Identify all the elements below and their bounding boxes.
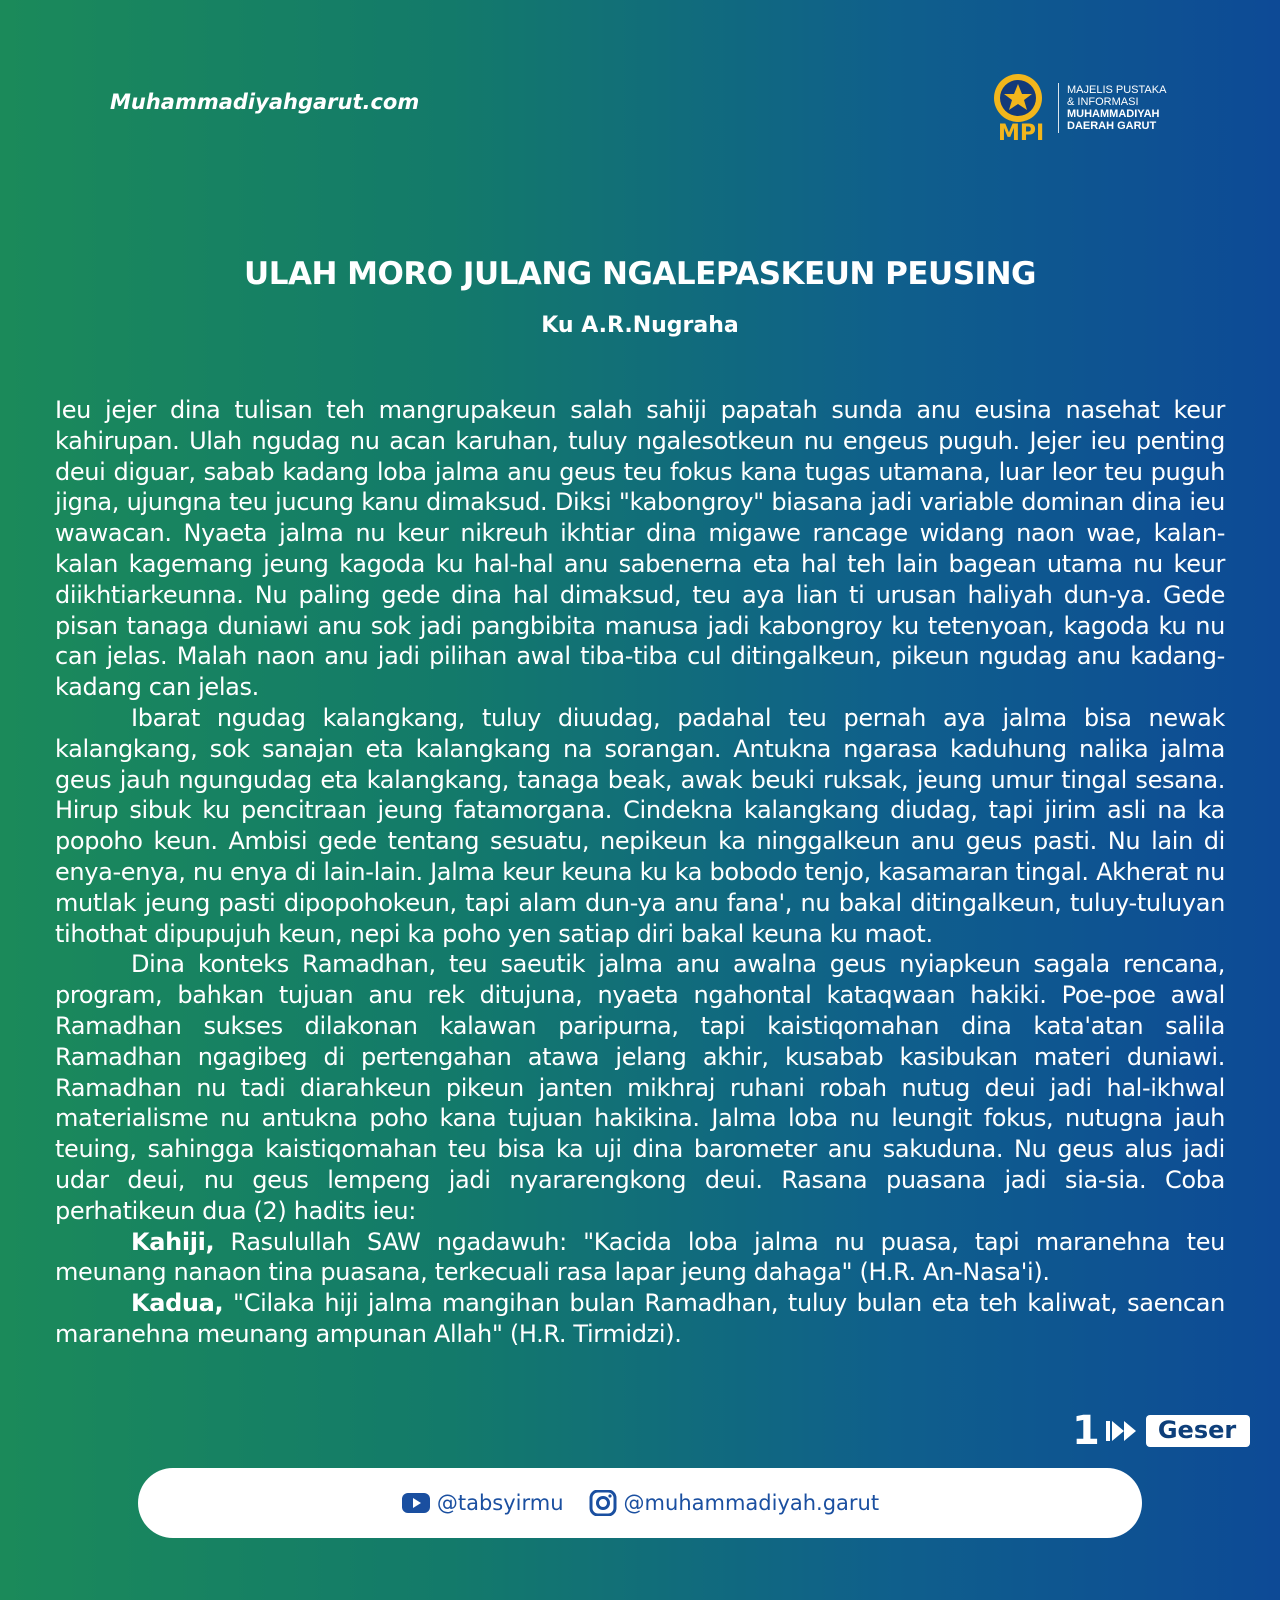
article-author: Ku A.R.Nugraha	[541, 313, 739, 338]
hadith-2-text: "Cilaka hiji jalma mangihan bulan Ramadhan, tuluy bulan eta teh kaliwat, saencan maranehna meunang ampunan Allah" (H.R. Tirmidzi).	[55, 1289, 1225, 1348]
logo-line-4: DAERAH GARUT	[1067, 120, 1157, 132]
logo-text	[1067, 84, 1166, 132]
youtube-icon	[401, 1490, 431, 1516]
paragraph-1: Ieu jejer dina tulisan teh mangrupakeun salah sahiji papatah sunda anu eusina nasehat keur kahirupan. Ulah ngudag nu acan karuhan, tuluy ngalesotkeun nu engeus puguh. Jejer ieu penting deui diguar, sabab kadang loba jalma anu geus teu fokus kana tugas utamana, luar leor teu puguh jigna, ujungna teu jucung kanu dimaksud. Diksi "kabongroy" biasana jadi variable dominan dina ieu wawacan. Nyaeta jalma nu keur nikreuh ikhtiar dina migawe rancage widang naon wae, kalan-kalan kagemang jeung kagoda ku hal-hal anu sabenerna eta hal teh lain bagean utama nu keur diikhtiarkeunna. Nu paling gede dina hal dimaksud, teu aya lian ti urusan haliyah dun-ya. Gede pisan tanaga duniawi anu sok jadi pangbibita manusa jadi kabongroy ku tetenyoan, kagoda ku nu can jelas. Malah naon anu jadi pilihan awal tiba-tiba cul ditingalkeun, pikeun ngudag anu kadang-kadang can jelas.	[55, 396, 1225, 702]
logo-line-3: MUHAMMADIYAH	[1067, 108, 1160, 120]
logo-divider	[1058, 83, 1059, 133]
double-arrow-right-icon	[1106, 1418, 1140, 1444]
hadith-1-text: Rasulullah SAW ngadawuh: "Kacida loba jalma nu puasa, tapi maranehna teu meunang nanaon tina puasana, terkecuali rasa lapar jeung dahaga" (H.R. An-Nasa'i).	[55, 1227, 1225, 1287]
page-indicator	[1072, 1408, 1250, 1454]
site-url[interactable]: Muhammadiyahgarut.com	[110, 90, 420, 114]
logo-line-1: MAJELIS PUSTAKA	[1067, 84, 1167, 96]
article-title: ULAH MORO JULANG NGALEPASKEUN PEUSING	[244, 256, 1036, 292]
hadith-2-label: Kadua,	[131, 1289, 224, 1318]
next-slide-button[interactable]: Geser	[1146, 1415, 1250, 1447]
paragraph-4	[55, 1227, 1225, 1289]
mpi-emblem-icon	[986, 72, 1050, 144]
instagram-link[interactable]	[588, 1490, 880, 1516]
hadith-1-label: Kahiji,	[131, 1227, 215, 1256]
instagram-icon	[588, 1490, 618, 1516]
social-bar	[138, 1468, 1142, 1538]
page-number: 1	[1072, 1408, 1100, 1454]
paragraph-3: Dina konteks Ramadhan, teu saeutik jalma anu awalna geus nyiapkeun sagala rencana, program, bahkan tujuan anu rek ditujuna, nyaeta ngahontal kataqwaan hakiki. Poe-poe awal Ramadhan sukses dilakonan kalawan paripurna, tapi kaistiqomahan dina kata'atan salila Ramadhan ngagibeg di pertengahan atawa jelang akhir, kusabab kasibukan materi duniawi. Ramadhan nu tadi diarahkeun pikeun janten mikhraj ruhani robah nutug deui jadi hal-ikhwal materialisme nu antukna poho kana tujuan hakikina. Jalma loba nu leungit fokus, nutugna jauh teuing, sahingga kaistiqomahan teu bisa ka uji dina barometer anu sakuduna. Nu geus alus jadi udar deui, nu geus lempeng jadi nyararengkong deui. Rasana puasana jadi sia-sia. Coba perhatikeun dua (2) hadits ieu:	[55, 950, 1225, 1225]
instagram-handle: @muhammadiyah.garut	[623, 1491, 880, 1515]
logo-line-2: & INFORMASI	[1067, 96, 1139, 108]
mpi-logo	[986, 72, 1166, 144]
youtube-handle: @tabsyirmu	[436, 1491, 564, 1515]
article-body	[55, 395, 1225, 1350]
paragraph-5	[55, 1288, 1225, 1350]
youtube-link[interactable]	[401, 1490, 564, 1516]
paragraph-2: Ibarat ngudag kalangkang, tuluy diuudag, padahal teu pernah aya jalma bisa newak kalangkang, sok sanajan eta kalangkang na sorangan. Antukna ngarasa kaduhung nalika jalma geus jauh ngungudag eta kalangkang, tanaga beak, awak beuki ruksak, jeung umur tingal sesana. Hirup sibuk ku pencitraan jeung fatamorgana. Cindekna kalangkang diudag, tapi jirim asli na ka popoho keun. Ambisi gede tentang sesuatu, nepikeun ka ninggalkeun anu geus pasti. Nu lain di enya-enya, nu enya di lain-lain. Jalma keur keuna ku ka bobodo tenjo, kasamaran tingal. Akherat nu mutlak jeung pasti dipopohokeun, tapi alam dun-ya anu fana', nu bakal ditingalkeun, tuluy-tuluyan tihothat dipupujuh keun, nepi ka poho yen satiap diri bakal keuna ku maot.	[55, 703, 1225, 948]
svg-text:MPI: MPI	[998, 121, 1045, 144]
